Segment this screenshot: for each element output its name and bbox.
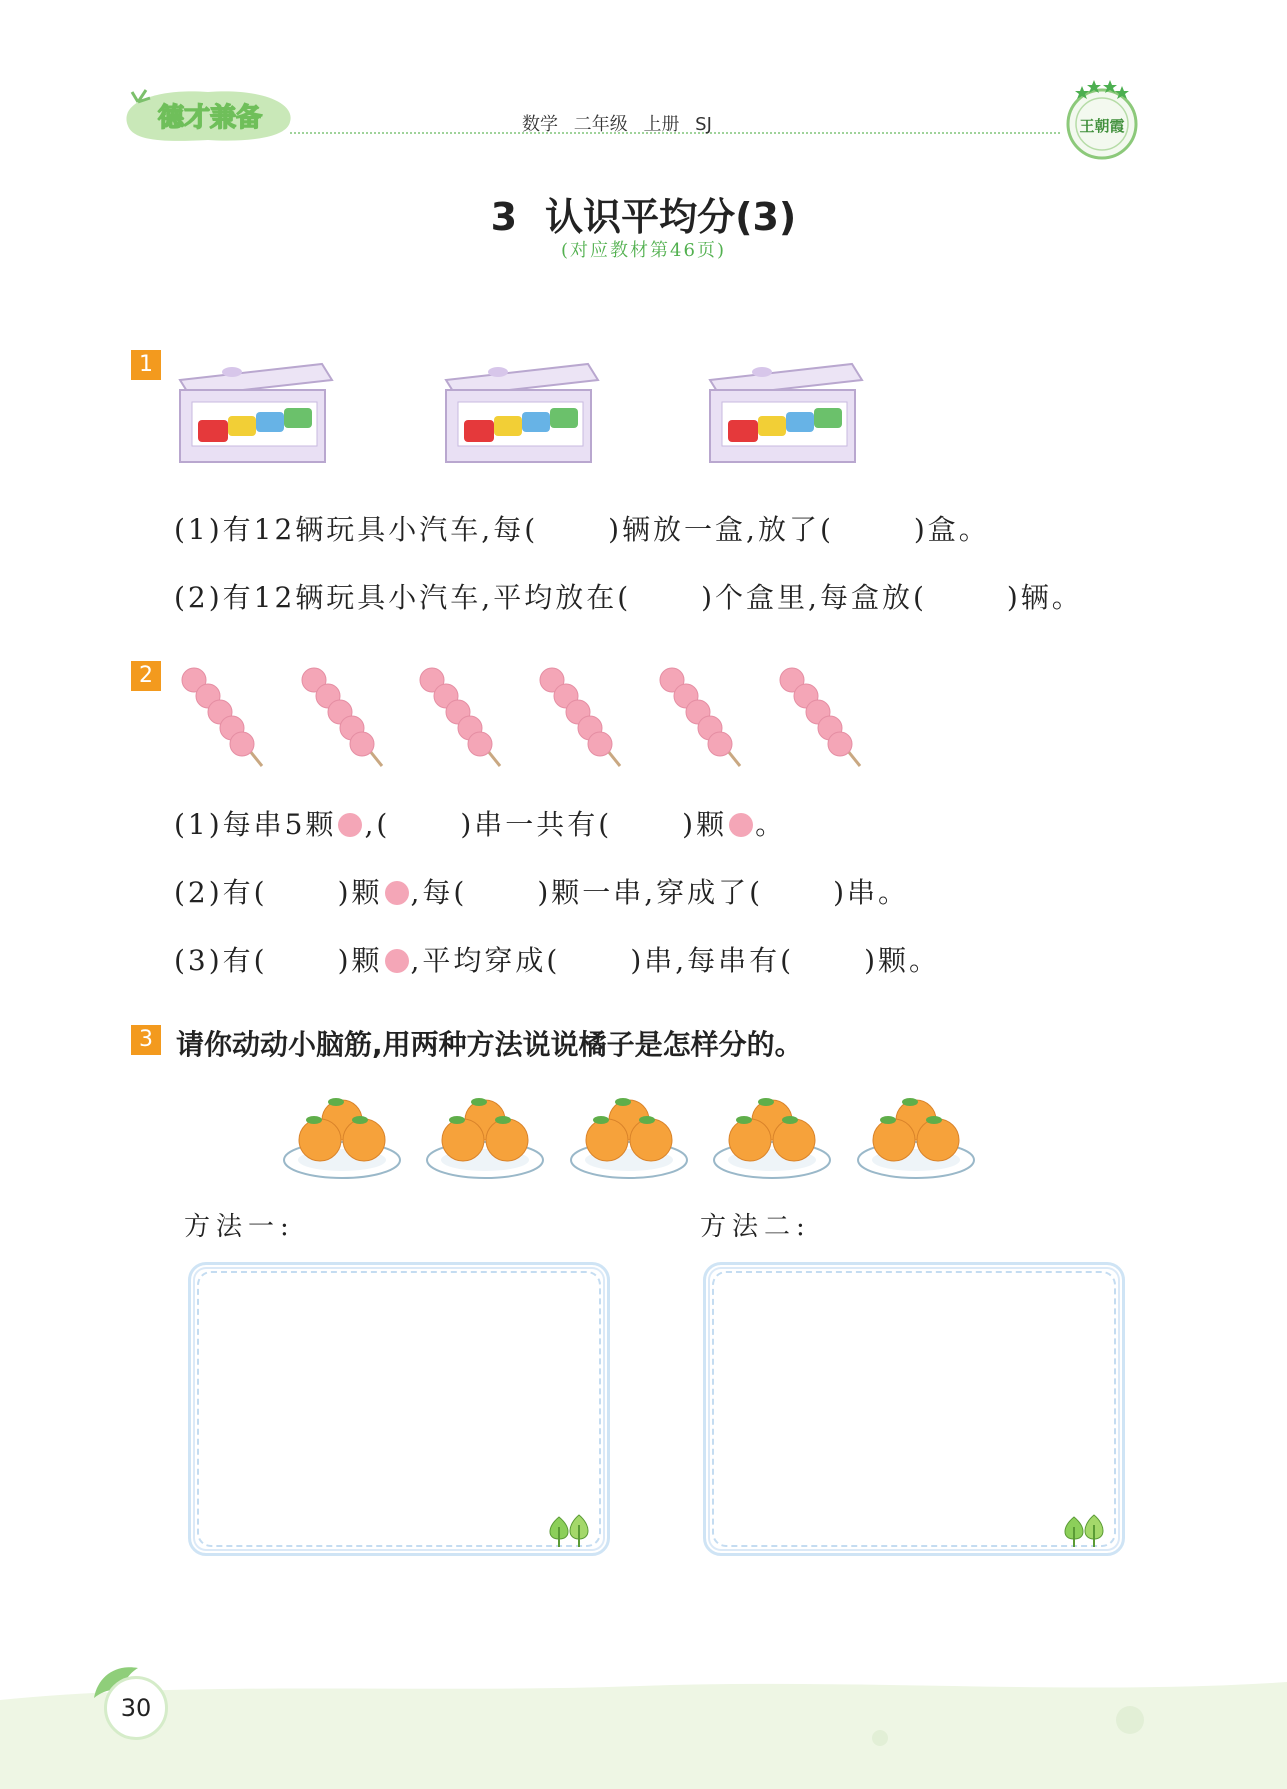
page-number: 30: [104, 1676, 168, 1740]
skewer-image: [182, 668, 262, 766]
ball-icon: [385, 881, 409, 905]
skewer-image: [660, 668, 740, 766]
method-1-label: 方法一:: [184, 1212, 295, 1242]
tree-icon: [543, 1513, 595, 1549]
seal-logo: [1062, 76, 1142, 162]
lesson-number: 3: [490, 195, 518, 239]
section-3-badge: 3: [131, 1025, 161, 1055]
orange-plate-image: [714, 1098, 830, 1178]
seal-text: 王朝霞: [1079, 117, 1125, 135]
section-3-prompt: 请你动动小脑筋,用两种方法说说橘子是怎样分的。: [176, 1028, 803, 1061]
question-2-1: (1)每串5颗 ,( )串一共有( )颗 。: [174, 808, 787, 841]
footer-background: [0, 1660, 1287, 1789]
toy-car-box-image: [172, 350, 342, 470]
question-2-2: (2)有( )颗 ,每( )颗一串,穿成了( )串。: [174, 876, 910, 909]
question-2-3: (3)有( )颗 ,平均穿成( )串,每串有( )颗。: [174, 944, 941, 977]
method-2-label: 方法二:: [700, 1212, 811, 1242]
subject-info: 数学 二年级 上册 SJ: [522, 114, 712, 135]
orange-plates: [280, 1090, 980, 1190]
skewer-image: [420, 668, 500, 766]
ball-icon: [338, 813, 362, 837]
orange-plate-image: [858, 1098, 974, 1178]
skewer-image: [780, 668, 860, 766]
method-1-answer-box[interactable]: [188, 1262, 610, 1556]
question-1-1: (1)有12辆玩具小汽车,每( )辆放一盒,放了( )盒。: [174, 513, 990, 546]
logo-text: 德才兼备: [157, 103, 263, 133]
ball-icon: [729, 813, 753, 837]
method-2-answer-box[interactable]: [703, 1262, 1125, 1556]
tree-icon: [1058, 1513, 1110, 1549]
question-1-2: (2)有12辆玩具小汽车,平均放在( )个盒里,每盒放( )辆。: [174, 581, 1083, 614]
orange-plate-image: [284, 1098, 400, 1178]
toy-car-box-image: [702, 350, 872, 470]
orange-plate-image: [571, 1098, 687, 1178]
section-2-badge: 2: [131, 661, 161, 691]
lesson-title: 认识平均分(3): [545, 195, 797, 239]
page-title: [0, 186, 1287, 241]
textbook-reference: (对应教材第46页): [561, 240, 726, 261]
skewer-image: [302, 668, 382, 766]
toy-car-box-image: [438, 350, 608, 470]
skewer-image: [540, 668, 620, 766]
orange-plate-image: [427, 1098, 543, 1178]
section-1-badge: 1: [131, 350, 161, 380]
ball-icon: [385, 949, 409, 973]
candied-fruit-skewers: [178, 666, 878, 770]
logo-badge: [118, 82, 298, 144]
